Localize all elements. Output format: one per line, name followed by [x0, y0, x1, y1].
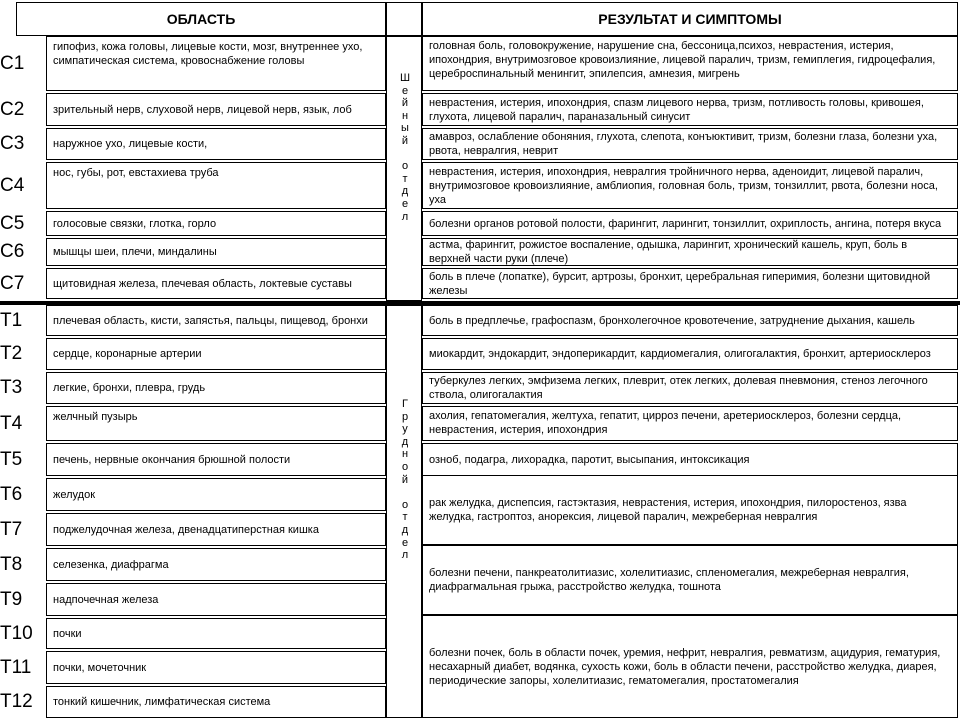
- cervical-label-char: т: [402, 172, 408, 185]
- cervical-label-char: д: [401, 185, 409, 198]
- result-cell: астма, фарингит, рожистое воспаление, одышка, ларингит, хронический кашель, круп, боль в верхней части руки (плече): [422, 238, 958, 266]
- region-cell: желчный пузырь: [46, 406, 386, 441]
- region-cell: голосовые связки, глотка, горло: [46, 211, 386, 236]
- region-cell: сердце, коронарные артерии: [46, 338, 386, 370]
- region-cell: мышцы шеи, плечи, миндалины: [46, 238, 386, 266]
- cervical-label-char: л: [401, 210, 409, 223]
- thoracic-label-char: т: [402, 511, 408, 524]
- region-cell: зрительный нерв, слуховой нерв, лицевой нерв, язык, лоб: [46, 93, 386, 126]
- vertebra-code: C5: [0, 212, 25, 234]
- region-cell: щитовидная железа, плечевая область, локтевые суставы: [46, 268, 386, 299]
- region-cell: почки, мочеточник: [46, 651, 386, 684]
- thoracic-label-char: р: [401, 410, 409, 423]
- region-cell: легкие, бронхи, плевра, грудь: [46, 372, 386, 404]
- region-cell: нос, губы, рот, евстахиева труба: [46, 162, 386, 209]
- thoracic-label-char: [390, 486, 420, 499]
- thoracic-label-char: Г: [402, 398, 408, 410]
- merged-result-cell: болезни почек, боль в области почек, уремия, нефрит, невралгия, ревматизм, ацидурия, гематурия, несахарный диабет, водянка, сухость кожи, боль в области печени, расстройство желудка, диарея, периодические запоры, холелитиазис, гематомегалия, простатомегалия: [422, 615, 958, 718]
- vertebra-code: T7: [0, 518, 23, 540]
- result-cell: неврастения, истерия, ипохондрия, невралгия тройничного нерва, аденоидит, лицевой паралич, внутримозговое кровоизлияние, амблиопия, головная боль, тризм, тонзиллит, рвота, болезни носа, уха: [422, 162, 958, 209]
- vertebra-code: T4: [0, 412, 23, 434]
- cervical-label-char: ы: [401, 122, 409, 135]
- thoracic-label-char: й: [401, 473, 409, 486]
- region-cell: почки: [46, 618, 386, 649]
- thoracic-label-char: о: [401, 498, 409, 511]
- thoracic-label-char: у: [402, 423, 408, 436]
- result-cell: амавроз, ослабление обоняния, глухота, слепота, конъюктивит, тризм, болезни глаза, болезни уха, рвота, невралгия, неврит: [422, 128, 958, 160]
- cervical-label-char: н: [401, 109, 409, 122]
- cervical-section-label: [390, 72, 420, 223]
- region-cell: гипофиз, кожа головы, лицевые кости, мозг, внутреннее ухо, симпатическая система, кровоснабжение головы: [46, 36, 386, 91]
- result-cell: неврастения, истерия, ипохондрия, спазм лицевого нерва, тризм, потливость головы, кривошея, глухота, лицевой паралич, параназальный синусит: [422, 93, 958, 126]
- thoracic-label-char: о: [401, 460, 409, 473]
- cervical-label-char: о: [401, 160, 409, 173]
- result-cell: туберкулез легких, эмфизема легких, плеврит, отек легких, долевая пневмония, стеноз легочного ствола, олигогалактия: [422, 372, 958, 404]
- vertebra-code: T3: [0, 377, 23, 398]
- vertebra-code: T5: [0, 448, 23, 470]
- region-cell: плечевая область, кисти, запястья, пальцы, пищевод, бронхи: [46, 305, 386, 336]
- vertebra-code: T11: [0, 656, 32, 678]
- vertebra-code: T6: [0, 483, 23, 505]
- cervical-label-char: й: [401, 134, 409, 147]
- header-spacer: [386, 2, 422, 36]
- cervical-label-char: й: [401, 97, 409, 110]
- cervical-label-char: Ш: [399, 72, 411, 84]
- result-cell: ахолия, гепатомегалия, желтуха, гепатит, цирроз печени, аретериосклероз, болезни сердца, неврастения, истерия, ипохондрия: [422, 406, 958, 441]
- vertebra-code: C2: [0, 98, 25, 120]
- cervical-label-char: [390, 148, 420, 161]
- vertebra-code: C3: [0, 133, 25, 154]
- merged-result-cell: рак желудка, диспепсия, гастэктазия, неврастения, истерия, ипохондрия, пилоростеноз, язва желудка, гастроптоз, анорексия, лицевой паралич, межреберная невралгия: [422, 475, 958, 545]
- result-cell: миокардит, эндокардит, эндоперикардит, кардиомегалия, олигогалактия, бронхит, артериосклероз: [422, 338, 958, 370]
- thoracic-label-char: д: [401, 435, 409, 448]
- result-cell: болезни органов ротовой полости, фарингит, ларингит, тонзиллит, охриплость, ангина, потеря вкуса: [422, 211, 958, 236]
- region-cell: тонкий кишечник, лимфатическая система: [46, 686, 386, 718]
- vertebra-code: C4: [0, 174, 25, 196]
- vertebra-code: T12: [0, 691, 33, 712]
- vertebra-code: T10: [0, 622, 33, 644]
- vertebra-code: C1: [0, 52, 25, 74]
- vertebra-code: C7: [0, 272, 25, 294]
- region-cell: желудок: [46, 478, 386, 511]
- result-cell: головная боль, головокружение, нарушение сна, бессоница,психоз, неврастения, истерия, ипохондрия, внутримозговое кровоизлияние, лицевой паралич, тризм, гемиплегия, гидроцефалия, цереброспинальный менингит, эпилепсия, амнезия, мигрень: [422, 36, 958, 91]
- result-cell: озноб, подагра, лихорадка, паротит, высыпания, интоксикация: [422, 443, 958, 476]
- vertebra-code: T9: [0, 588, 23, 610]
- region-cell: надпочечная железа: [46, 583, 386, 616]
- vertebra-code: T1: [0, 309, 23, 331]
- vertebra-code: T2: [0, 343, 23, 364]
- region-cell: печень, нервные окончания брюшной полости: [46, 443, 386, 476]
- region-cell: селезенка, диафрагма: [46, 548, 386, 581]
- vertebra-code: T8: [0, 553, 23, 575]
- thoracic-section-label: [390, 398, 420, 562]
- thoracic-label-char: д: [401, 523, 409, 536]
- header-result: РЕЗУЛЬТАТ И СИМПТОМЫ: [422, 2, 958, 36]
- thoracic-label-char: н: [401, 448, 409, 461]
- result-cell: боль в плече (лопатке), бурсит, артрозы, бронхит, церебральная гиперимия, болезни щитовидной железы: [422, 268, 958, 299]
- merged-result-cell: болезни печени, панкреатолитиазис, холелитиазис, спленомегалия, межреберная невралгия, диафрагмальная грыжа, расстройство желудка, тошнота: [422, 545, 958, 615]
- region-cell: наружное ухо, лицевые кости,: [46, 128, 386, 160]
- result-cell: боль в предплечье, графоспазм, бронхолегочное кровотечение, затруднение дыхания, кашель: [422, 305, 958, 336]
- header-area: ОБЛАСТЬ: [16, 2, 386, 36]
- thoracic-label-char: е: [401, 536, 409, 549]
- vertebra-code: C6: [0, 241, 25, 262]
- thoracic-label-char: л: [401, 549, 409, 562]
- cervical-label-char: е: [401, 84, 409, 97]
- cervical-label-char: е: [401, 197, 409, 210]
- region-cell: поджелудочная железа, двенадцатиперстная кишка: [46, 513, 386, 546]
